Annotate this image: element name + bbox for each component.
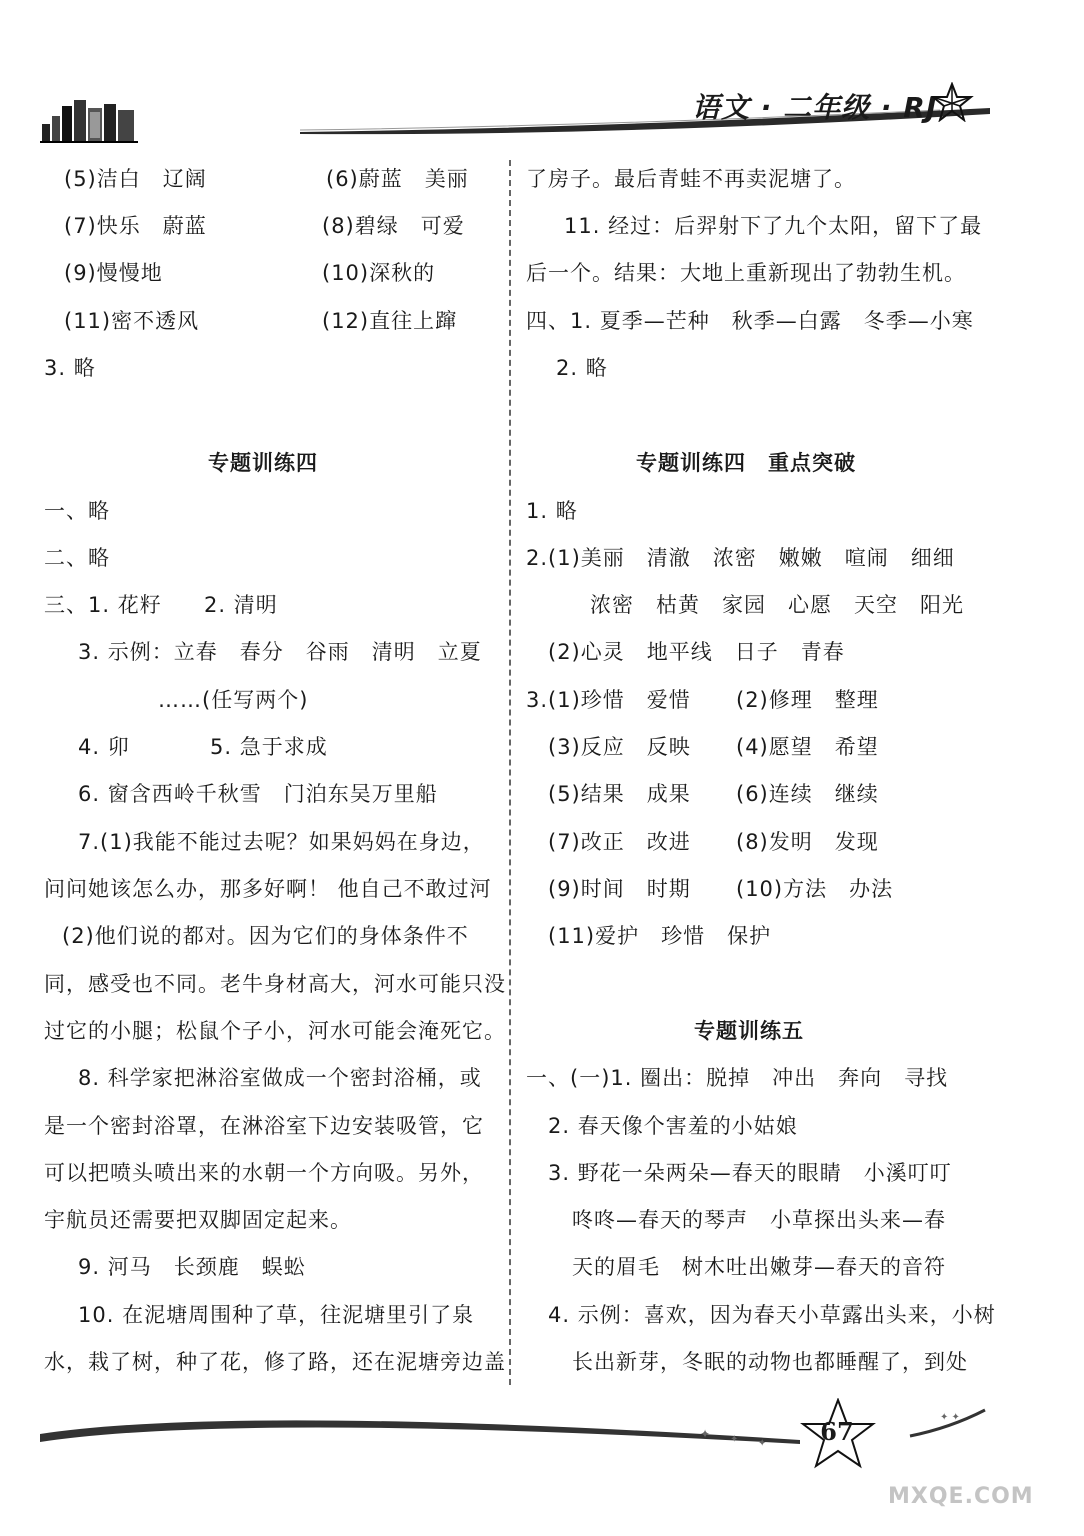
- left-line: 三、1. 花籽: [44, 593, 162, 617]
- right-line: 咚咚—春天的琴声 小草探出头来—春: [572, 1208, 946, 1232]
- left-line: 是一个密封浴罩，在淋浴室下边安装吸管，它: [44, 1114, 484, 1138]
- right-line: (11)爱护 珍惜 保护: [548, 924, 772, 948]
- right-line: (6)连续 继续: [736, 782, 879, 806]
- left-line: (12)直往上蹿: [322, 309, 458, 333]
- section-heading: 专题训练四 重点突破: [636, 451, 856, 475]
- section-heading: 专题训练五: [694, 1019, 804, 1043]
- right-line: (9)时间 时期: [548, 877, 691, 901]
- header-title: 语文 · 二年级 · RJ: [692, 91, 938, 124]
- left-line: 6. 窗含西岭千秋雪 门泊东吴万里船: [78, 782, 438, 806]
- left-line: (2)他们说的都对。因为它们的身体条件不: [62, 924, 469, 948]
- right-line: (3)反应 反映: [548, 735, 691, 759]
- svg-text:✦ ✦: ✦ ✦: [940, 1412, 960, 1423]
- right-line: 四、1. 夏季—芒种 秋季—白露 冬季—小寒: [526, 309, 974, 333]
- right-line: 3. 野花一朵两朵—春天的眼睛 小溪叮叮: [548, 1161, 952, 1185]
- column-divider: [509, 160, 511, 1385]
- left-line: 4. 卯: [78, 735, 130, 759]
- right-line: (2)心灵 地平线 日子 青春: [548, 640, 845, 664]
- left-line: (6)蔚蓝 美丽: [326, 167, 469, 191]
- left-line: 一、略: [44, 499, 110, 523]
- left-line: 问问她该怎么办，那多好啊！ 他自己不敢过河: [44, 877, 492, 901]
- left-line: (9)慢慢地: [64, 261, 163, 285]
- svg-text:✦: ✦: [758, 1438, 767, 1449]
- left-line: 9. 河马 长颈鹿 蜈蚣: [78, 1255, 306, 1279]
- right-line: 天的眉毛 树木吐出嫩芽—春天的音符: [572, 1255, 946, 1279]
- left-line: (8)碧绿 可爱: [322, 214, 465, 238]
- right-line: 后一个。结果：大地上重新现出了勃勃生机。: [526, 261, 966, 285]
- right-line: (2)修理 整理: [736, 688, 879, 712]
- right-line: (10)方法 办法: [736, 877, 894, 901]
- right-line: (7)改正 改进: [548, 830, 691, 854]
- svg-text:✦: ✦: [700, 1427, 711, 1441]
- right-line: 一、(一)1. 圈出：脱掉 冲出 奔向 寻找: [526, 1066, 949, 1090]
- left-line: 7.(1)我能不能过去呢？如果妈妈在身边，: [78, 830, 485, 854]
- right-line: (5)结果 成果: [548, 782, 691, 806]
- watermark-text: MXQE.COM: [888, 1484, 1034, 1509]
- left-line: 10. 在泥塘周围种了草，往泥塘里引了泉: [78, 1303, 475, 1327]
- left-line: 水，栽了树，种了花，修了路，还在泥塘旁边盖: [44, 1350, 506, 1374]
- left-line: (10)深秋的: [322, 261, 436, 285]
- left-line: 3. 略: [44, 356, 96, 380]
- right-line: 2. 略: [556, 356, 608, 380]
- star-icon: [930, 82, 974, 122]
- right-line: 4. 示例：喜欢，因为春天小草露出头来，小树: [548, 1303, 996, 1327]
- right-line: 浓密 枯黄 家园 心愿 天空 阳光: [590, 593, 964, 617]
- left-line: 宇航员还需要把双脚固定起来。: [44, 1208, 352, 1232]
- left-line: (7)快乐 蔚蓝: [64, 214, 207, 238]
- section-heading: 专题训练四: [208, 451, 318, 475]
- right-line: 2.(1)美丽 清澈 浓密 嫩嫩 喧闹 细细: [526, 546, 955, 570]
- right-line: 11. 经过：后羿射下了九个太阳，留下了最: [564, 214, 983, 238]
- left-line: 5. 急于求成: [210, 735, 328, 759]
- left-line: 同，感受也不同。老牛身材高大，河水可能只没: [44, 972, 506, 996]
- left-line: 可以把喷头喷出来的水朝一个方向吸。另外，: [44, 1161, 484, 1185]
- right-line: (4)愿望 希望: [736, 735, 879, 759]
- left-line: 2. 清明: [204, 593, 278, 617]
- right-line: 3.(1)珍惜 爱惜: [526, 688, 691, 712]
- right-line: 1. 略: [526, 499, 578, 523]
- left-line: 8. 科学家把淋浴室做成一个密封浴桶，或: [78, 1066, 482, 1090]
- books-logo: [40, 96, 140, 144]
- left-line: (11)密不透风: [64, 309, 200, 333]
- left-line: 3. 示例：立春 春分 谷雨 清明 立夏: [78, 640, 482, 664]
- right-line: 了房子。最后青蛙不再卖泥塘了。: [526, 167, 856, 191]
- left-line: 过它的小腿；松鼠个子小，河水可能会淹死它。: [44, 1019, 506, 1043]
- right-line: (8)发明 发现: [736, 830, 879, 854]
- page-number: 67: [820, 1417, 854, 1446]
- svg-text:✦: ✦: [730, 1434, 739, 1445]
- left-line: 二、略: [44, 546, 110, 570]
- right-line: 长出新芽，冬眠的动物也都睡醒了，到处: [572, 1350, 968, 1374]
- left-line: ……(任写两个): [158, 688, 309, 712]
- left-line: (5)洁白 辽阔: [64, 167, 207, 191]
- right-line: 2. 春天像个害羞的小姑娘: [548, 1114, 798, 1138]
